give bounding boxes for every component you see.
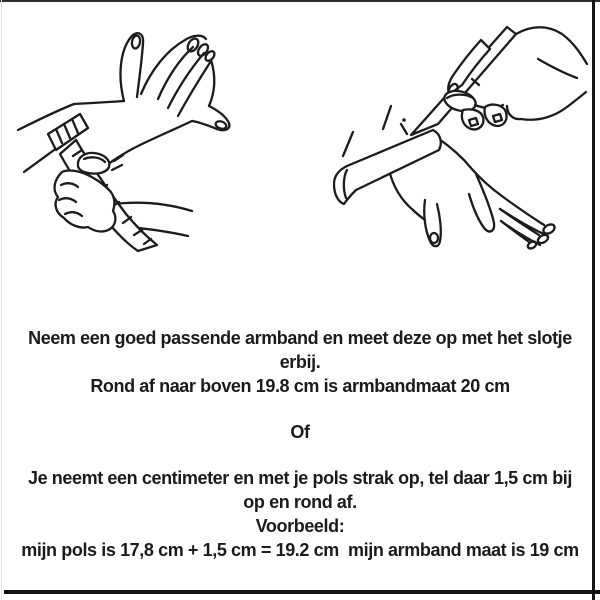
frame-right-edge bbox=[592, 0, 595, 600]
frame-left-edge bbox=[1, 0, 2, 600]
instruction-line-7: mijn pols is 17,8 cm + 1,5 cm = 19.2 cm mijn armband maat is 19 cm bbox=[21, 540, 579, 560]
pen-holding-hand bbox=[442, 27, 587, 129]
instruction-line-4: Je neemt een centimeter en met je pols strak op, tel daar 1,5 cm bij bbox=[27, 468, 573, 488]
instruction-line-3: Rond af naar boven 19.8 cm is armbandmaat 20 cm bbox=[90, 376, 510, 396]
pen-marking-illustration-svg bbox=[333, 4, 598, 260]
separator-of: Of bbox=[290, 422, 310, 442]
measuring-tape-illustration-svg bbox=[10, 4, 275, 260]
instruction-line-2: erbij. bbox=[279, 352, 321, 372]
instruction-line-5: op en rond af. bbox=[243, 492, 357, 512]
frame-bottom-edge bbox=[4, 590, 600, 594]
frame-top-edge bbox=[0, 0, 600, 2]
instruction-line-6: Voorbeeld: bbox=[255, 516, 345, 536]
pen-marking-illustration bbox=[333, 4, 598, 260]
instruction-text bbox=[0, 326, 600, 562]
instruction-line-1: Neem een goed passende armband en meet deze op met het slotje bbox=[28, 328, 572, 348]
measuring-tape-illustration bbox=[10, 4, 275, 260]
